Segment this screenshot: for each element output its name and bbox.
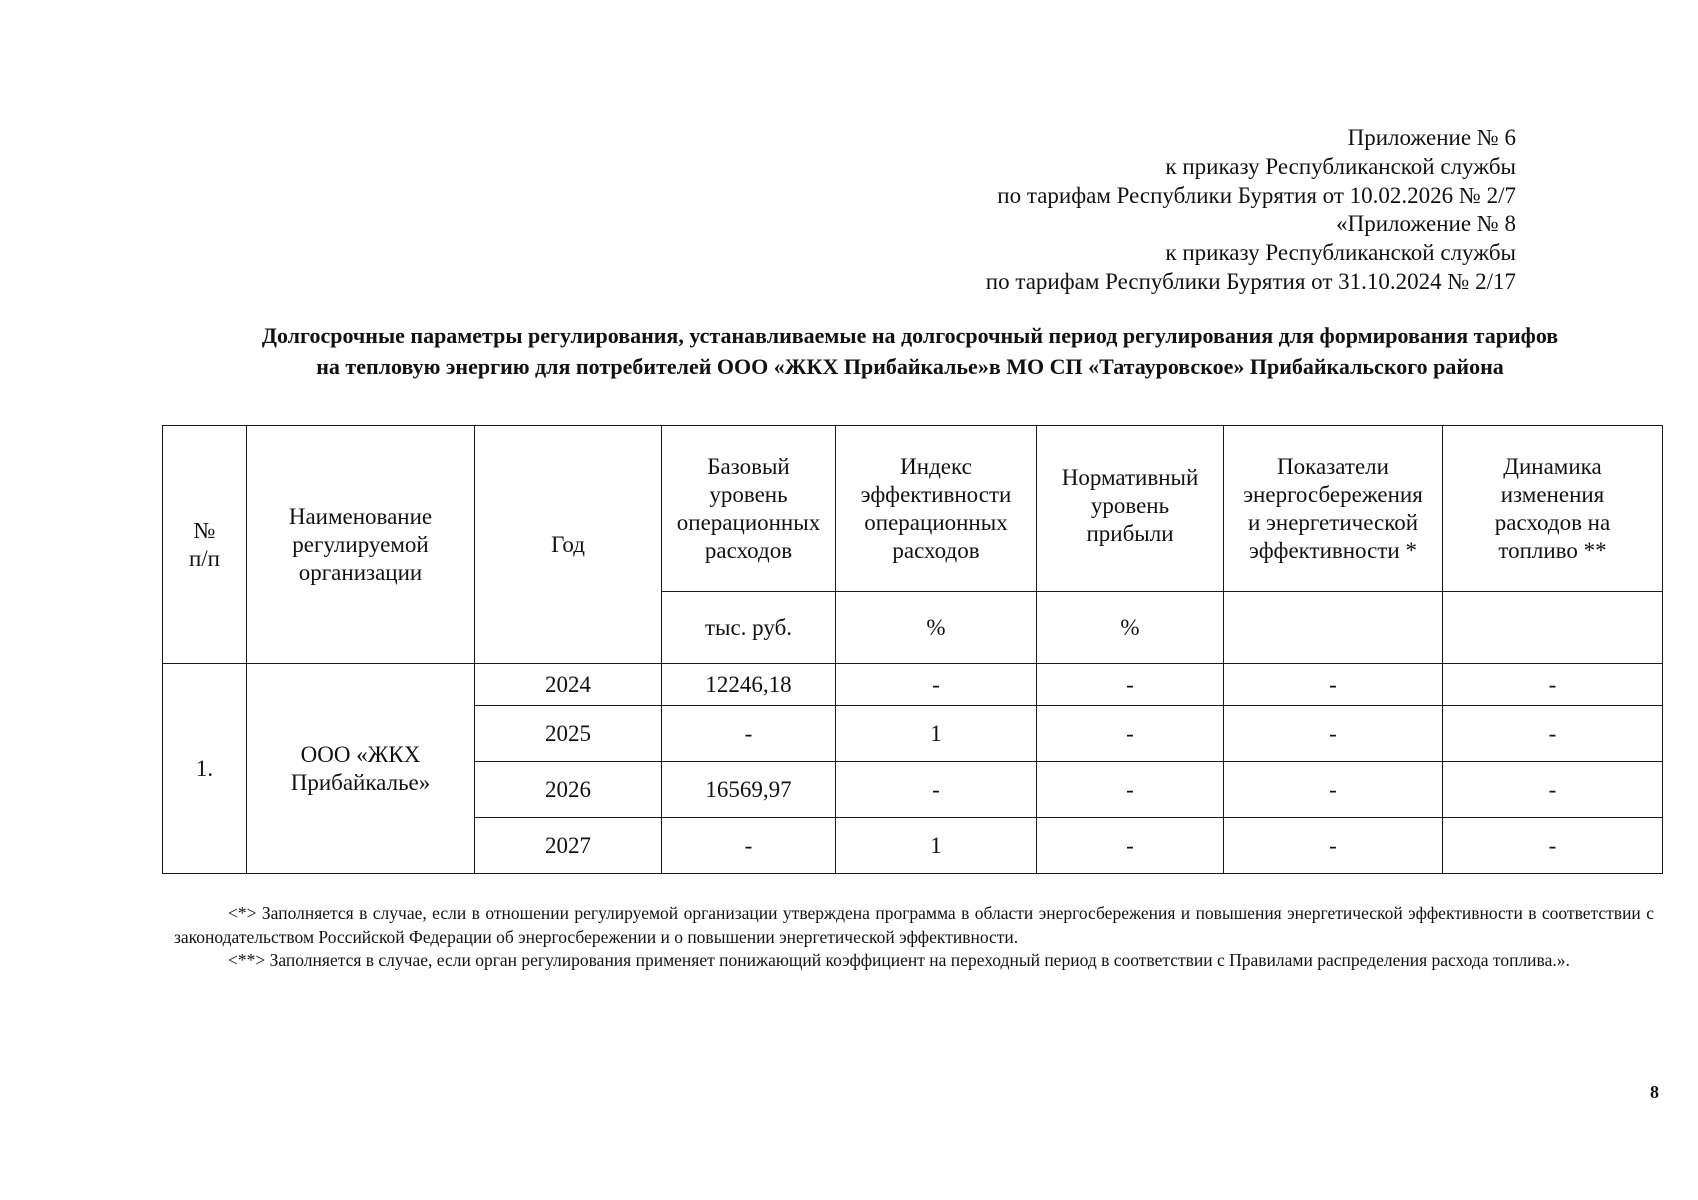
cell-year: 2025 bbox=[475, 706, 662, 762]
cell-base: 12246,18 bbox=[662, 664, 836, 706]
header-org: Наименование регулируемой организации bbox=[247, 426, 475, 664]
header-num: № п/п bbox=[163, 426, 247, 664]
cell-profit: - bbox=[1037, 762, 1224, 818]
appendix-line: Приложение № 6 bbox=[1347, 125, 1516, 150]
appendix-header bbox=[816, 124, 1516, 297]
title-line-1: Долгосрочные параметры регулирования, устанавливаемые на долгосрочный период регулирования для формирования тарифов bbox=[261, 323, 1559, 348]
appendix-line: по тарифам Республики Бурятия от 10.02.2026 № 2/7 bbox=[997, 182, 1516, 208]
unit-fuel bbox=[1443, 592, 1663, 664]
cell-index: 1 bbox=[836, 818, 1037, 874]
table-row bbox=[163, 664, 1663, 706]
appendix-line: к приказу Республиканской службы bbox=[1165, 240, 1516, 266]
organization-name: ООО «ЖКХ Прибайкалье» bbox=[247, 664, 475, 874]
cell-index: 1 bbox=[836, 706, 1037, 762]
appendix-line: «Приложение № 8 bbox=[1336, 211, 1516, 237]
header-energy-efficiency: Показатели энергосбережения и энергетической эффективности * bbox=[1224, 426, 1443, 592]
header-base-opex: Базовый уровень операционных расходов bbox=[662, 426, 836, 592]
cell-energy: - bbox=[1224, 664, 1443, 706]
cell-base: - bbox=[662, 706, 836, 762]
parameters-table bbox=[162, 425, 1663, 874]
cell-fuel: - bbox=[1443, 818, 1663, 874]
page-number: 8 bbox=[1650, 1082, 1659, 1102]
cell-energy: - bbox=[1224, 706, 1443, 762]
cell-index: - bbox=[836, 664, 1037, 706]
unit-index: % bbox=[836, 592, 1037, 664]
header-row bbox=[163, 426, 1663, 592]
cell-fuel: - bbox=[1443, 706, 1663, 762]
cell-profit: - bbox=[1037, 706, 1224, 762]
footnote-fuel: <**> Заполняется в случае, если орган регулирования применяет понижающий коэффициент на переходный период в соответствии с Правилами распределения расхода топлива.». bbox=[228, 950, 1570, 970]
cell-year: 2024 bbox=[475, 664, 662, 706]
row-number: 1. bbox=[163, 664, 247, 874]
footnotes bbox=[174, 902, 1654, 973]
cell-profit: - bbox=[1037, 818, 1224, 874]
cell-base: 16569,97 bbox=[662, 762, 836, 818]
header-profit-level: Нормативный уровень прибыли bbox=[1037, 426, 1224, 592]
cell-fuel: - bbox=[1443, 664, 1663, 706]
footnote-energy-efficiency: <*> Заполняется в случае, если в отношении регулируемой организации утверждена программа в области энергосбережения и повышения энергетической эффективности в соответствии с законодательством Российской Федерации об энергосбережении и о повышении энергетической эффективности. bbox=[174, 903, 1654, 947]
cell-fuel: - bbox=[1443, 762, 1663, 818]
title-line-2: на тепловую энергию для потребителей ООО «ЖКХ Прибайкалье»в МО СП «Татауровское» Прибайкальского района bbox=[316, 354, 1504, 379]
unit-energy bbox=[1224, 592, 1443, 664]
cell-index: - bbox=[836, 762, 1037, 818]
cell-base: - bbox=[662, 818, 836, 874]
cell-year: 2026 bbox=[475, 762, 662, 818]
header-efficiency-index: Индекс эффективности операционных расходов bbox=[836, 426, 1037, 592]
unit-base: тыс. руб. bbox=[662, 592, 836, 664]
appendix-line: по тарифам Республики Бурятия от 31.10.2024 № 2/17 bbox=[985, 268, 1516, 294]
header-fuel-dynamics: Динамика изменения расходов на топливо ** bbox=[1443, 426, 1663, 592]
cell-energy: - bbox=[1224, 818, 1443, 874]
cell-profit: - bbox=[1037, 664, 1224, 706]
cell-year: 2027 bbox=[475, 818, 662, 874]
cell-energy: - bbox=[1224, 762, 1443, 818]
document-title bbox=[170, 320, 1650, 382]
unit-profit: % bbox=[1037, 592, 1224, 664]
header-year: Год bbox=[475, 426, 662, 664]
appendix-line: к приказу Республиканской службы bbox=[1165, 153, 1516, 179]
